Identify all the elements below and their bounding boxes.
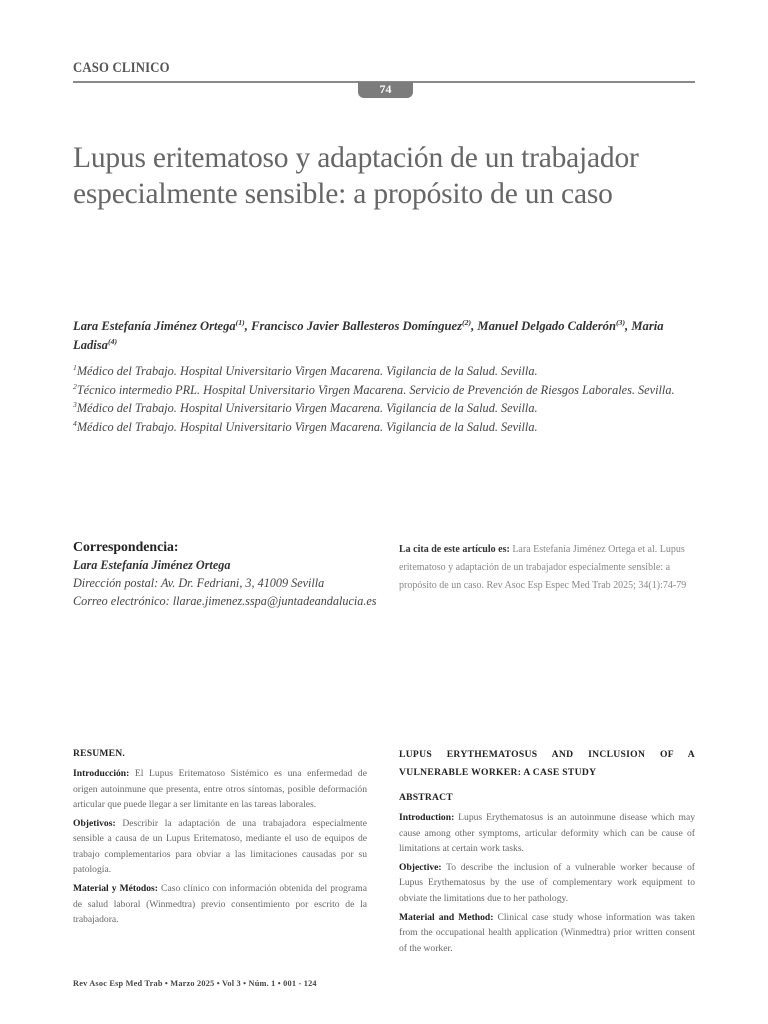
section-label-text: Material and Method: [399, 912, 494, 924]
author-name: Manuel Delgado Calderón [477, 319, 616, 333]
author-separator: , [471, 319, 478, 333]
author-separator: , [625, 319, 632, 333]
affiliation-mark: 3 [73, 399, 77, 409]
resumen-section [73, 816, 367, 877]
abstract-column [399, 746, 695, 960]
author-mark: (1) [235, 317, 245, 327]
section-body-text: Clinical case study whose information was taken from the occupational health application (Winmedtra) prior written consent of the worker. [399, 912, 695, 954]
section-label-text: Objective: [399, 862, 442, 874]
affiliation-text: Médico del Trabajo. Hospital Universitario Virgen Macarena. Vigilancia de la Salud. Sevilla. [76, 364, 538, 378]
affiliation-mark: 1 [73, 362, 77, 372]
author-name: Francisco Javier Ballesteros Domínguez [251, 319, 463, 333]
title-line-1: Lupus eritematoso y adaptación de un trabajador [73, 142, 639, 174]
resumen-heading: RESUMEN. [73, 748, 125, 759]
author-mark: (4) [107, 336, 118, 346]
correspondence-name: Lara Estefanía Jiménez Ortega [73, 558, 231, 572]
section-label-text: Introduction: [399, 812, 455, 824]
resumen-section [73, 766, 367, 812]
journal-footer: Rev Asoc Esp Med Trab • Marzo 2025 • Vol 3 • Núm. 1 • 001 - 124 [73, 979, 317, 988]
author-separator: , [244, 319, 252, 333]
author-mark: (2) [462, 317, 472, 327]
section-body-text: El Lupus Eritematoso Sistémico es una enfermedad de origen autoinmune que presenta, entre otros síntomas, posible deformación articular que puede llegar a ser limitante en las tareas laborales. [73, 768, 367, 810]
article-title [73, 140, 703, 212]
affiliation-item [73, 399, 713, 418]
page-number-badge: 74 [358, 82, 413, 98]
citation-label: La cita de este artículo es: [399, 544, 510, 555]
affiliation-text: Médico del Trabajo. Hospital Universitario Virgen Macarena. Vigilancia de la Salud. Sevilla. [76, 401, 538, 415]
title-line-2: especialmente sensible: a propósito de un caso [73, 178, 613, 210]
abstract-section [399, 860, 695, 906]
section-body-text: Lupus Erythematosus is an autoinmune disease which may cause among other symptoms, articular deformity which can be cause of limitations at certain work tasks. [399, 812, 695, 854]
section-label-text: Material y Métodos: [73, 883, 158, 895]
citation-text: Lara Estefanía Jiménez Ortega et al. Lupus eritematoso y adaptación de un trabajador especialmente sensible: a propósito de un caso. Rev Asoc Esp Espec Med Trab 2025; 34(1):74-79 [399, 544, 687, 591]
resumen-section [73, 881, 367, 927]
author-name: Lara Estefanía Jiménez Ortega [73, 319, 236, 333]
author-mark: (3) [615, 317, 626, 327]
affiliation-mark: 4 [73, 418, 77, 428]
author-list [73, 317, 698, 354]
section-label-text: Introducción: [73, 768, 130, 780]
affiliation-item [73, 381, 713, 400]
correspondence-block [73, 538, 393, 610]
section-label: CASO CLINICO [73, 60, 170, 76]
affiliation-item [73, 418, 713, 437]
affiliation-item [73, 362, 713, 381]
section-body-text: Describir la adaptación de una trabajadora especialmente sensible a causa de un Lupus Eritematoso, mediante el uso de equipos de trabajo complementarios para obviar a las limitaciones causadas por su patología. [73, 818, 367, 876]
author-name: Maria Ladisa [73, 319, 664, 352]
affiliation-list [73, 362, 713, 436]
section-label-text: Objetivos: [73, 818, 116, 830]
affiliation-mark: 2 [73, 381, 77, 391]
citation-block [399, 541, 695, 595]
abstract-section [399, 910, 695, 956]
resumen-column [73, 746, 367, 931]
abstract-heading: ABSTRACT [399, 792, 453, 803]
correspondence-heading: Correspondencia: [73, 539, 179, 554]
section-body-text: To describe the inclusion of a vulnerable worker because of Lupus Erythematosus by the use of complementary work equipment to obviate the limitations due to her pathology. [399, 862, 695, 904]
correspondence-address: Dirección postal: Av. Dr. Fedriani, 3, 41009 Sevilla [73, 576, 325, 590]
correspondence-email: Correo electrónico: llarae.jimenez.sspa@juntadeandalucia.es [73, 594, 377, 608]
abstract-section [399, 810, 695, 856]
section-body-text: Caso clínico con información obtenida del programa de salud laboral (Winmedtra) previo consentimiento por escrito de la trabajadora. [73, 883, 367, 925]
affiliation-text: Médico del Trabajo. Hospital Universitario Virgen Macarena. Vigilancia de la Salud. Sevilla. [76, 419, 538, 434]
affiliation-text: Técnico intermedio PRL. Hospital Universitario Virgen Macarena. Servicio de Prevención de Riesgos Laborales. Sevilla. [76, 382, 675, 397]
english-title: LUPUS ERYTHEMATOSUS AND INCLUSION OF A VULNERABLE WORKER: A CASE STUDY [399, 749, 695, 778]
